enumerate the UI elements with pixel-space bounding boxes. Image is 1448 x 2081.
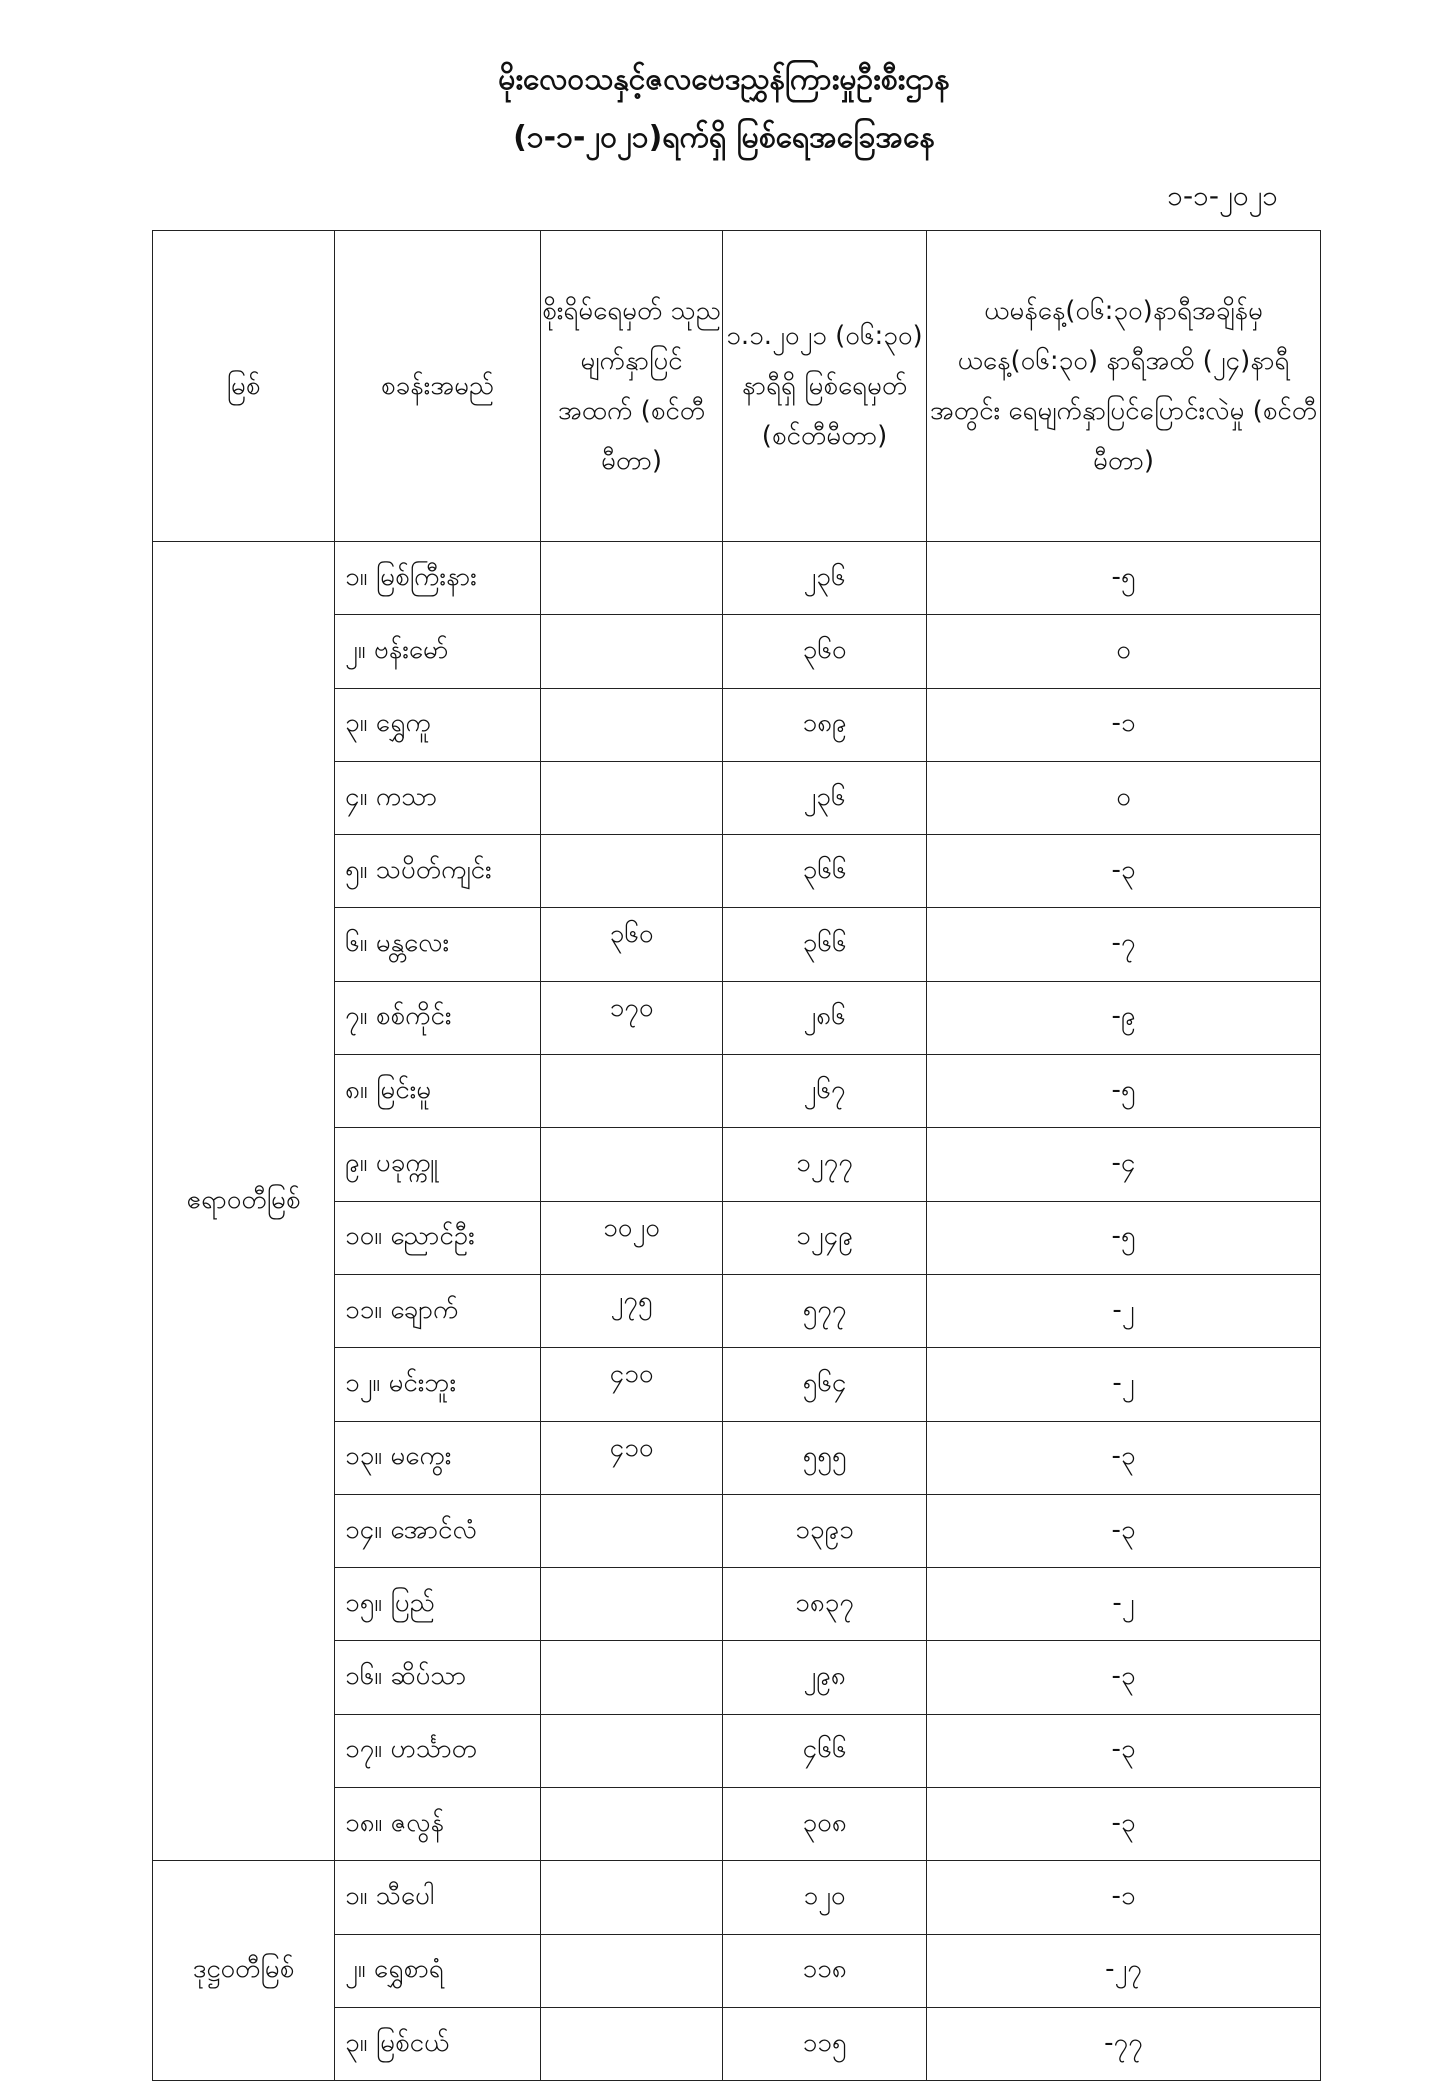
level-change: -၂ [927, 1348, 1321, 1421]
water-level: ၁၁၈ [723, 1934, 927, 2007]
warning-level: ၄၁၀ [541, 1421, 723, 1494]
river-name: ဒုဋ္ဌဝတီမြစ် [153, 1861, 335, 2081]
station-name: ၁၇။ ဟင်္သာတ [335, 1714, 541, 1787]
header-change: ယမန်နေ့(၀၆:၃၀)နာရီအချိန်မှ ယနေ့(၀၆:၃၀) နာရီအထိ (၂၄)နာရီအတွင်း ရေမျက်နှာပြင်ပြောင်းလဲမှု (စင်တီမီတာ) [927, 231, 1321, 542]
water-level: ၃၆၆ [723, 908, 927, 981]
water-level: ၁၃၉၁ [723, 1494, 927, 1567]
warning-level [541, 1934, 723, 2007]
station-name: ၁၆။ ဆိပ်သာ [335, 1641, 541, 1714]
level-change: -၅ [927, 1055, 1321, 1128]
warning-level [541, 688, 723, 761]
level-change: -၇ [927, 908, 1321, 981]
level-change: -၃ [927, 1641, 1321, 1714]
level-change: -၉ [927, 981, 1321, 1054]
station-name: ၁၂။ မင်းဘူး [335, 1348, 541, 1421]
table-row [153, 542, 1321, 615]
water-level: ၃၀၈ [723, 1788, 927, 1861]
warning-level: ၄၁၀ [541, 1348, 723, 1421]
water-level: ၁၈၃၇ [723, 1568, 927, 1641]
level-change: -၂၇ [927, 1934, 1321, 2007]
station-name: ၁။ မြစ်ကြီးနား [335, 542, 541, 615]
warning-level [541, 1861, 723, 1934]
water-level: ၁၂၀ [723, 1861, 927, 1934]
level-change: -၄ [927, 1128, 1321, 1201]
water-level: ၂၃၆ [723, 542, 927, 615]
station-name: ၁၈။ ဇလွန် [335, 1788, 541, 1861]
level-change: ၀ [927, 761, 1321, 834]
warning-level [541, 1055, 723, 1128]
level-change: -၃ [927, 1788, 1321, 1861]
station-name: ၇။ စစ်ကိုင်း [335, 981, 541, 1054]
level-change: -၁ [927, 1861, 1321, 1934]
warning-level [541, 1494, 723, 1567]
level-change: -၅ [927, 542, 1321, 615]
level-change: -၃ [927, 1714, 1321, 1787]
river-name: ဧရာဝတီမြစ် [153, 542, 335, 1861]
warning-level [541, 1128, 723, 1201]
water-level: ၁၁၅ [723, 2007, 927, 2080]
station-name: ၂။ ရွှေစာရံ [335, 1934, 541, 2007]
station-name: ၂။ ဗန်းမော် [335, 615, 541, 688]
level-change: -၇၇ [927, 2007, 1321, 2080]
station-name: ၄။ ကသာ [335, 761, 541, 834]
title-line-2: (၁-၁-၂၀၂၁)ရက်ရှိ မြစ်ရေအခြေအနေ [513, 120, 935, 155]
station-name: ၈။ မြင်းမူ [335, 1055, 541, 1128]
warning-level [541, 1788, 723, 1861]
level-change: -၂ [927, 1274, 1321, 1347]
station-name: ၁၄။ အောင်လံ [335, 1494, 541, 1567]
level-change: -၃ [927, 835, 1321, 908]
water-level: ၂၈၆ [723, 981, 927, 1054]
water-level: ၁၈၉ [723, 688, 927, 761]
level-change: -၁ [927, 688, 1321, 761]
water-level: ၁၂၄၉ [723, 1201, 927, 1274]
warning-level: ၁၇၀ [541, 981, 723, 1054]
level-change: -၃ [927, 1421, 1321, 1494]
warning-level [541, 761, 723, 834]
water-level: ၂၉၈ [723, 1641, 927, 1714]
station-name: ၁၀။ ညောင်ဦး [335, 1201, 541, 1274]
station-name: ၃။ မြစ်ငယ် [335, 2007, 541, 2080]
report-date: ၁-၁-၂၀၂၁ [1167, 179, 1278, 212]
station-name: ၆။ မန္တလေး [335, 908, 541, 981]
table-body [153, 542, 1321, 2081]
water-level-table [152, 230, 1321, 2081]
water-level: ၁၂၇၇ [723, 1128, 927, 1201]
warning-level: ၃၆၀ [541, 908, 723, 981]
warning-level [541, 2007, 723, 2080]
water-level: ၃၆၆ [723, 835, 927, 908]
level-change: -၅ [927, 1201, 1321, 1274]
warning-level [541, 1568, 723, 1641]
water-level: ၅၅၅ [723, 1421, 927, 1494]
header-water-level: ၁.၁.၂၀၂၁ (၀၆:၃၀) နာရီရှိ မြစ်ရေမှတ် (စင်တီမီတာ) [723, 231, 927, 542]
warning-level: ၁၀၂၀ [541, 1201, 723, 1274]
station-name: ၅။ သပိတ်ကျင်း [335, 835, 541, 908]
water-level: ၄၆၆ [723, 1714, 927, 1787]
warning-level [541, 835, 723, 908]
station-name: ၁၅။ ပြည် [335, 1568, 541, 1641]
station-name: ၁၁။ ချောက် [335, 1274, 541, 1347]
header-river: မြစ် [153, 231, 335, 542]
station-name: ၁။ သီပေါ [335, 1861, 541, 1934]
header-warning-level: စိုးရိမ်ရေမှတ် သုညမျက်နှာပြင် အထက် (စင်တီမီတာ) [541, 231, 723, 542]
station-name: ၁၃။ မကွေး [335, 1421, 541, 1494]
level-change: ၀ [927, 615, 1321, 688]
water-level: ၅၆၄ [723, 1348, 927, 1421]
header-station: စခန်းအမည် [335, 231, 541, 542]
level-change: -၃ [927, 1494, 1321, 1567]
station-name: ၉။ ပခုက္ကူ [335, 1128, 541, 1201]
header-row [153, 231, 1321, 542]
warning-level: ၂၇၅ [541, 1274, 723, 1347]
warning-level [541, 1714, 723, 1787]
warning-level [541, 1641, 723, 1714]
water-level: ၅၇၇ [723, 1274, 927, 1347]
warning-level [541, 615, 723, 688]
warning-level [541, 542, 723, 615]
water-level: ၂၃၆ [723, 761, 927, 834]
water-level: ၂၆၇ [723, 1055, 927, 1128]
level-change: -၂ [927, 1568, 1321, 1641]
water-level: ၃၆၀ [723, 615, 927, 688]
station-name: ၃။ ရွှေကူ [335, 688, 541, 761]
title-line-1: မိုးလေဝသနှင့်ဇလဗေဒညွှန်ကြားမှုဦးစီးဌာန [498, 62, 950, 97]
table-row [153, 1861, 1321, 1934]
